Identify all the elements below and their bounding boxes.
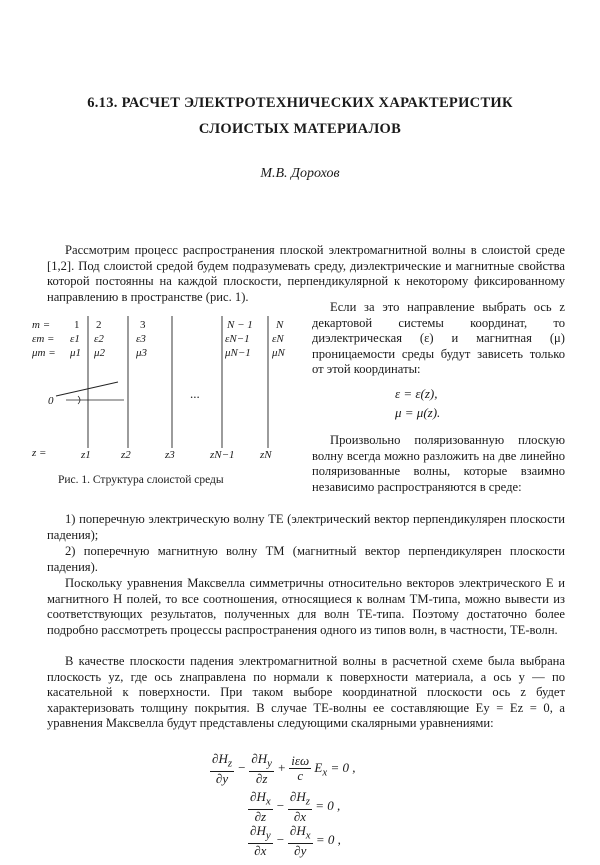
right-column-text-1: Если за это направление выбрать ось z декартовой системы координат, то диэлектрическая (ε) и магнитная (μ) проницаемости среды будут зависеть только от этой координаты: (312, 300, 565, 377)
maxwell-eq-1: $\frac{\partial H_z}{\partial y}$ − $\frac{\partial H_y}{\partial z}$ + $\frac{\text{iεω}}{c}$ $E_x = 0$ , (212, 751, 356, 786)
article-title-line-2: СЛОИСТЫХ МАТЕРИАЛОВ (198, 121, 402, 137)
list-item-1 (47, 512, 565, 543)
z3-label: z3 (165, 449, 175, 461)
z1-label: z1 (81, 449, 91, 461)
figure-caption: Рис. 1. Структура слоистой среды (58, 474, 224, 486)
colN-mu: μN (272, 347, 285, 359)
author: М.В. Дорохов (260, 166, 340, 181)
eq-epsilon: ε = ε(z), (395, 386, 438, 401)
col2-mu: μ2 (94, 347, 106, 359)
intro-text: Рассмотрим процесс распространения плоской электромагнитной волны в слоистой среде [1,2]. Под слоистой средой будем подразумевать среду, диэлектрические и магнитные свойства которой постоянны на каждой плоскости, перпендикулярной к некоторому фиксированному направлению в пространстве (рис. 1). (47, 243, 565, 304)
paragraph-incidence-plane (47, 654, 565, 732)
colN1-m: N − 1 (227, 319, 253, 331)
col1-eps: ε1 (70, 333, 80, 345)
list-item-1-text: 1) поперечную электрическую волну TE (электрический вектор перпендикулярен плоскости падения); (47, 512, 565, 542)
maxwell-eq-2: $\frac{\partial H_x}{\partial z}$ − $\frac{\partial H_z}{\partial x}$ = 0 , (250, 789, 341, 824)
zN1-label: zN−1 (210, 449, 235, 461)
permittivity-equations (395, 384, 440, 422)
z2-label: z2 (121, 449, 131, 461)
right-column-text-2: Произвольно поляризованную плоскую волну всегда можно разложить на две линейно поляризованные волны, которые взаимно независимо распространяются в среде: (312, 433, 565, 494)
right-column-paragraph-2 (312, 433, 565, 495)
colN-m: N (276, 319, 284, 331)
right-column-paragraph-1 (312, 300, 565, 378)
list-item-2-text: 2) поперечную магнитную волну TM (магнитный вектор перпендикулярен плоскости падения). (47, 544, 565, 574)
maxwell-equations (210, 752, 410, 862)
paragraph-maxwell-symmetry (47, 576, 565, 638)
col2-m: 2 (96, 319, 102, 331)
col1-mu: μ1 (70, 347, 82, 359)
ellipsis: ... (190, 386, 200, 401)
col1-m: 1 (74, 319, 80, 331)
paragraph-incidence-plane-text: В качестве плоскости падения электромагнитной волны в расчетной схеме была выбрана плоскость yz, где ось zнаправлена по нормали к поверхности материала, а ось y — по касательной к поверхности. При таком выборе координатной плоскости ось z будет характеризовать толщину покрытия. В случае TE-волны ее составляющие Ey = Ez = 0, а уравнения Максвелла будут представлены следующими скалярными уравнениями: (47, 654, 565, 731)
colN1-mu: μN−1 (225, 347, 251, 359)
row-label-m: m = (32, 319, 51, 331)
list-item-2 (47, 544, 565, 575)
zero-label: 0 (48, 395, 54, 407)
col3-m: 3 (140, 319, 146, 331)
intro-paragraph (47, 243, 565, 305)
colN1-eps: εN−1 (225, 333, 250, 345)
layered-medium-figure (26, 308, 306, 470)
eq-mu: μ = μ(z). (395, 405, 441, 420)
col3-eps: ε3 (136, 333, 146, 345)
row-label-z: z = (32, 447, 47, 459)
paragraph-maxwell-symmetry-text: Поскольку уравнения Максвелла симметричны относительно векторов электрического E и магнитного H полей, то все соотношения, относящиеся к волнам TM-типа, можно вывести из соответствующих результатов, полученных для волн TE-типа. Поэтому достаточно более подробно рассмотреть процессы распространения одного из типов волн, в частности, TE-волн. (47, 576, 565, 637)
row-label-mu: μm = (32, 347, 56, 359)
row-label-eps: εm = (32, 333, 55, 345)
col2-eps: ε2 (94, 333, 104, 345)
zN-label: zN (260, 449, 272, 461)
maxwell-eq-3: $\frac{\partial H_y}{\partial x}$ − $\frac{\partial H_x}{\partial y}$ = 0 , (250, 823, 341, 858)
article-title-line-1: 6.13. РАСЧЕТ ЭЛЕКТРОТЕХНИЧЕСКИХ ХАРАКТЕРИСТИК (87, 95, 513, 111)
figure-svg (26, 308, 306, 470)
incident-ray (56, 382, 118, 396)
col3-mu: μ3 (136, 347, 148, 359)
colN-eps: εN (272, 333, 284, 345)
